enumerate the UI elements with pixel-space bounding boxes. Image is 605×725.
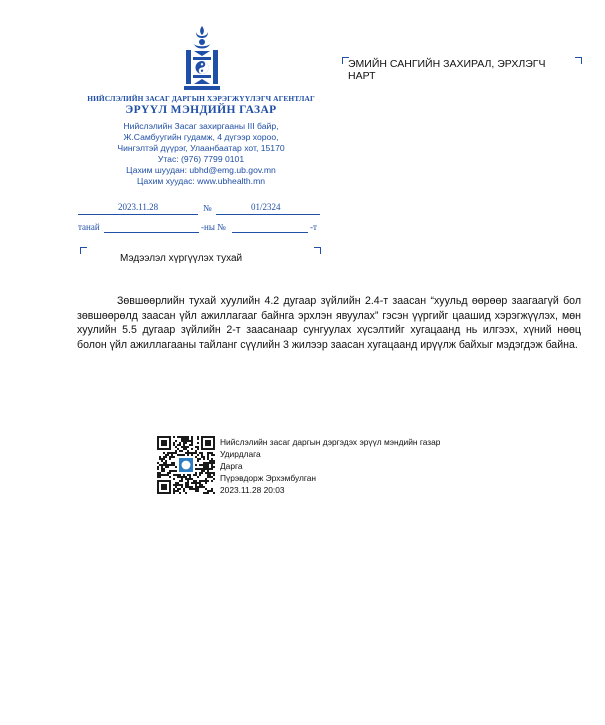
- signer-position: Дарга: [220, 461, 243, 471]
- office-name: ЭРҮҮЛ МЭНДИЙН ГАЗАР: [125, 104, 277, 116]
- address-line: Ж.Самбуугийн гудамж, 4 дүгээр хороо,: [123, 132, 279, 142]
- phone-line: Утас: (976) 7799 0101: [157, 154, 245, 164]
- document-date: 2023.11.28: [118, 202, 159, 212]
- signer-department: Удирдлага: [220, 449, 261, 459]
- corner-mark: [575, 57, 582, 64]
- letter-body: Зөвшөөрлийн тухай хуулийн 4.2 дугаар зүйлийн 2.4-т заасан “хуульд өөрөөр заагаагүй бол зөвшөөрөлд заасан үйл ажиллагааг байнга эрхлэн явуулах” гэсэн үүргийг цаашид хэрэгжүүлэх, мөн хуулийн 5.5 дугаар зүйлийн 2-т заасанаар сунгуулах хүсэлтийг хугацаанд нь илгээх, хүний нөөц болон үйл ажиллагааны тайланг сүүлийн 3 жилээр заасан хугацаанд ирүүлж байхыг мэдэгдэж байна.: [77, 295, 581, 351]
- number-underline: [216, 212, 320, 215]
- agency-name: НИЙСЛЭЛИЙН ЗАСАГ ДАРГЫН ХЭРЭГЖҮҮЛЭГЧ АГЕНТЛАГ: [87, 94, 315, 103]
- recipient: [348, 58, 545, 82]
- number-label: №: [203, 203, 212, 213]
- soyombo-emblem-icon: [182, 26, 222, 92]
- ref-prefix: танай: [78, 222, 100, 232]
- recipient-line: ЭМИЙН САНГИЙН ЗАХИРАЛ, ЭРХЛЭГЧ: [348, 58, 546, 70]
- ref-date-underline: [104, 231, 199, 233]
- website-line: Цахим хуудас: www.ubhealth.mn: [136, 176, 266, 186]
- qr-code-icon: [157, 436, 215, 494]
- ref-middle: -ны №: [201, 222, 226, 232]
- subject-line: Мэдээлэл хүргүүлэх тухай: [120, 253, 243, 264]
- corner-mark: [314, 247, 321, 254]
- document-number: 01/2324: [251, 202, 281, 212]
- signature-timestamp: 2023.11.28 20:03: [220, 485, 285, 495]
- date-underline: [78, 212, 198, 215]
- address-line: Чингэлтэй дүүрэг, Улаанбаатар хот, 15170: [117, 143, 285, 153]
- signer-organization: Нийслэлийн засаг даргын дэргэдэх эрүүл мэндийн газар: [220, 437, 441, 447]
- ref-number-underline: [232, 231, 308, 233]
- address-line: Нийслэлийн Засаг захиргааны III байр,: [123, 121, 279, 131]
- recipient-line: НАРТ: [348, 70, 376, 82]
- ref-suffix: -т: [310, 222, 317, 232]
- signer-name: Пүрэвдорж Эрхэмбулган: [220, 473, 316, 483]
- email-line: Цахим шуудан: ubhd@emg.ub.gov.mn: [126, 165, 276, 175]
- corner-mark: [80, 247, 87, 254]
